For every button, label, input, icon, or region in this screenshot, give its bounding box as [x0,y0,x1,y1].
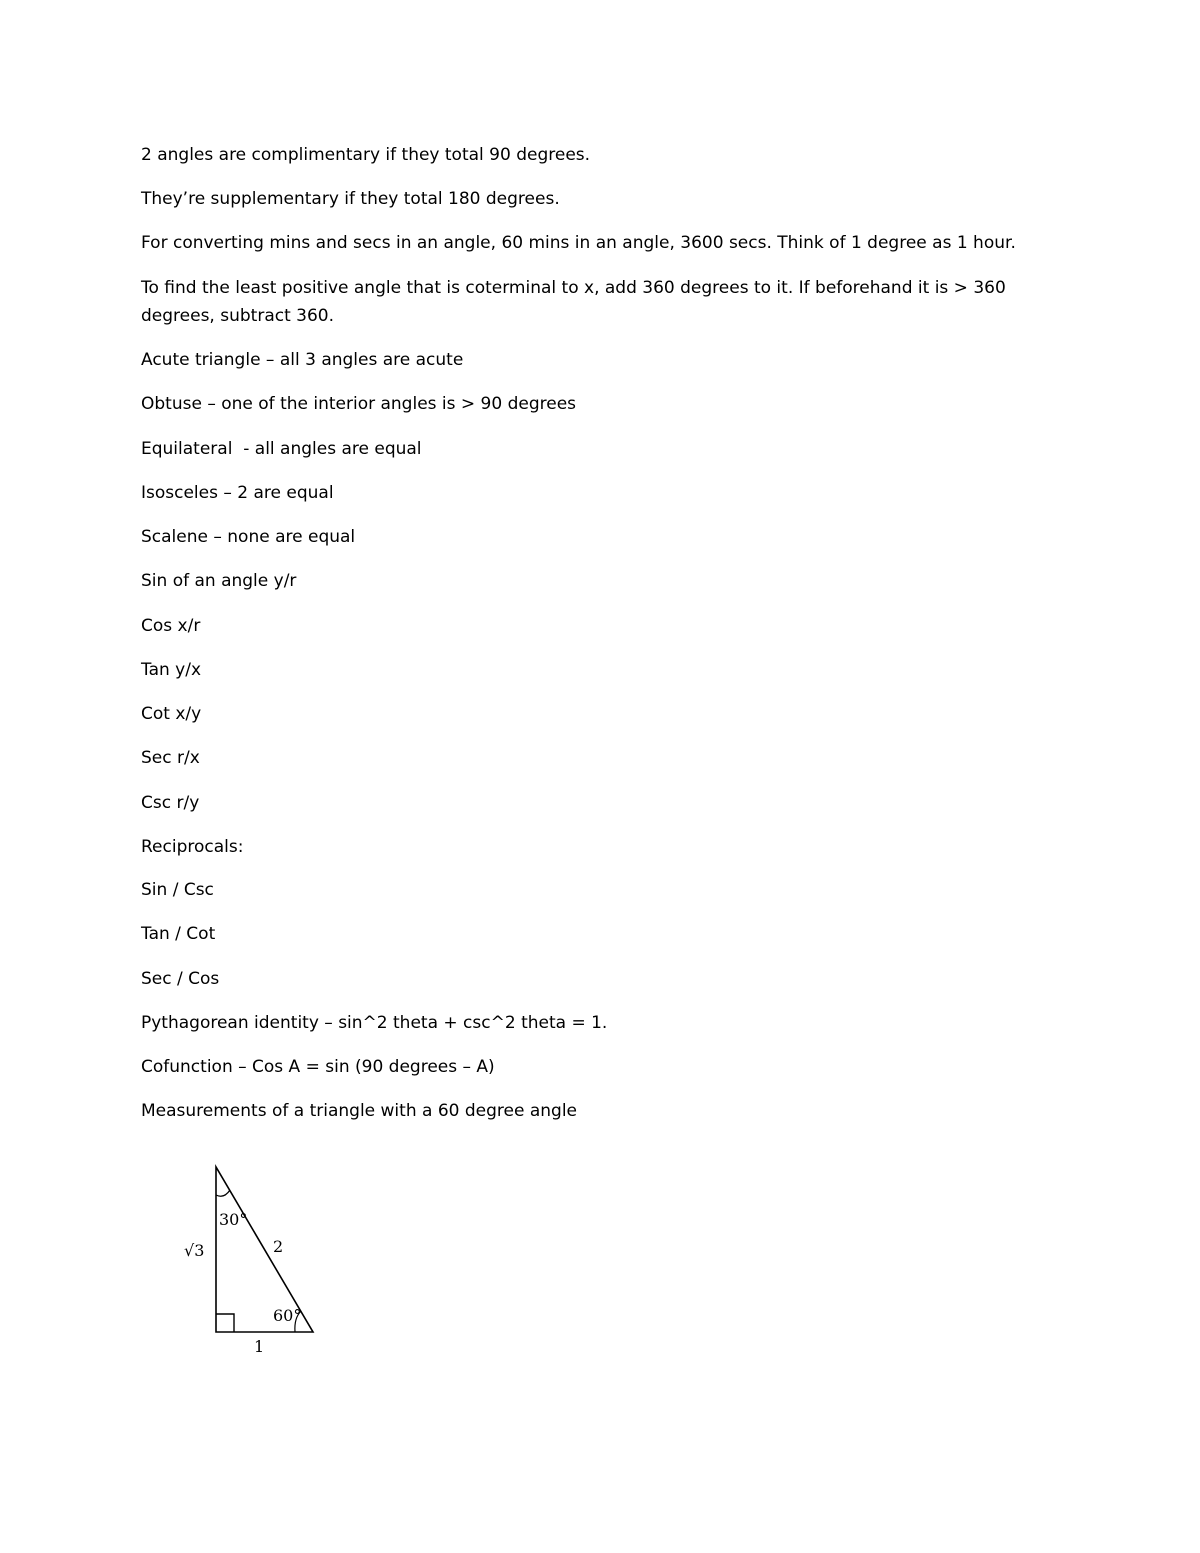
line-cot: Cot x/y [141,704,202,724]
base-label: 1 [254,1337,265,1356]
line-measurements: Measurements of a triangle with a 60 degree angle [141,1101,577,1121]
line-reciprocals: Reciprocals: [141,837,244,857]
bottom-angle-label: 60° [273,1306,302,1325]
line-cos: Cos x/r [141,616,201,636]
right-angle-marker [216,1314,234,1332]
line-isosceles: Isosceles – 2 are equal [141,483,334,503]
line-csc: Csc r/y [141,793,200,813]
top-angle-label: 30° [219,1210,248,1229]
line-acute: Acute triangle – all 3 angles are acute [141,350,464,370]
line-sec: Sec r/x [141,748,200,768]
line-converting: For converting mins and secs in an angle, 60 mins in an angle, 3600 secs. Think of 1 degree as 1 hour. [141,233,1016,253]
line-equilateral: Equilateral - all angles are equal [141,439,422,459]
vertical-side-label: √3 [184,1241,205,1260]
hypotenuse-label: 2 [273,1237,284,1256]
line-tan: Tan y/x [141,660,202,680]
line-sin-csc: Sin / Csc [141,880,214,900]
line-complementary: 2 angles are complimentary if they total 90 degrees. [141,145,591,165]
line-tan-cot: Tan / Cot [141,924,216,944]
line-cofunction: Cofunction – Cos A = sin (90 degrees – A) [141,1057,495,1077]
line-pythagorean: Pythagorean identity – sin^2 theta + csc^2 theta = 1. [141,1013,608,1033]
line-obtuse: Obtuse – one of the interior angles is > 90 degrees [141,394,577,414]
line-supplementary: They’re supplementary if they total 180 degrees. [141,189,560,209]
line-coterminal: To find the least positive angle that is coterminal to x, add 360 degrees to it. If beforehand it is > 360 degrees, subtract 360. [141,278,1006,326]
line-sec-cos: Sec / Cos [141,969,220,989]
triangle-diagram [170,1155,340,1360]
line-scalene: Scalene – none are equal [141,527,356,547]
top-angle-arc [216,1190,230,1196]
line-sin: Sin of an angle y/r [141,571,297,591]
